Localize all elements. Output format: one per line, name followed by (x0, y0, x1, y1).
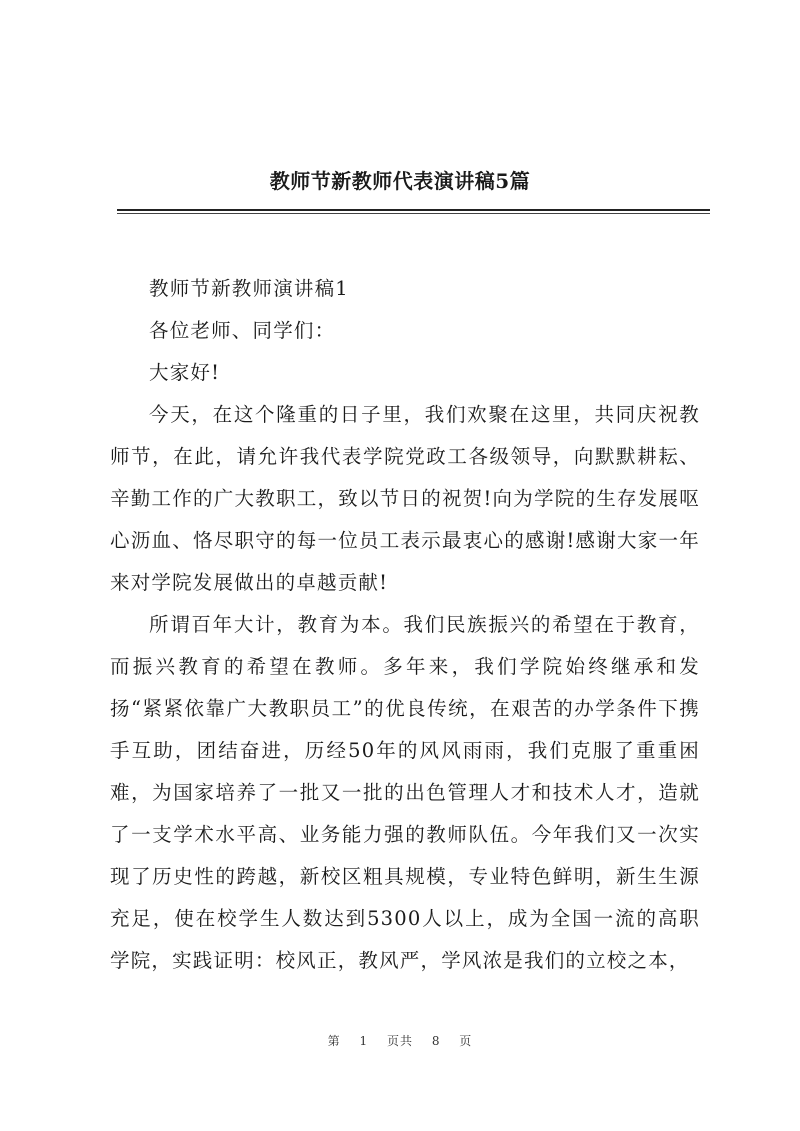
footer-label-ye: 页 (459, 1034, 473, 1048)
document-body (110, 268, 700, 982)
footer-label-ye-gong: 页共 (386, 1034, 413, 1048)
page-footer (0, 1032, 800, 1049)
footer-total-pages: 8 (431, 1034, 441, 1048)
document-title: 教师节新教师代表演讲稿5篇 (269, 169, 531, 193)
salutation: 各位老师、同学们： (149, 319, 336, 342)
title-divider-thin (117, 213, 710, 214)
speech-heading: 教师节新教师演讲稿1 (149, 277, 349, 300)
body-paragraph: 所谓百年大计，教育为本。我们民族振兴的希望在于教育，而振兴教育的希望在教师。多年来，我们学院始终继承和发扬“紧紧依靠广大教职员工”的优良传统，在艰苦的办学条件下携手互助，团结奋进，历经50年的风风雨雨，我们克服了重重困难，为国家培养了一批又一批的出色管理人才和技术人才，造就了一支学术水平高、业务能力强的教师队伍。今年我们又一次实现了历史性的跨越，新校区粗具规模，专业特色鲜明，新生生源充足，使在校学生人数达到5300人以上，成为全国一流的高职学院，实践证明：校风正，教风严，学风浓是我们的立校之本， (110, 613, 700, 972)
greeting: 大家好! (149, 361, 221, 384)
body-paragraph: 今天，在这个隆重的日子里，我们欢聚在这里，共同庆祝教师节，在此，请允许我代表学院党政工各级领导，向默默耕耘、辛勤工作的广大教职工，致以节日的祝贺!向为学院的生存发展呕心沥血、恪尽职守的每一位员工表示最衷心的感谢!感谢大家一年来对学院发展做出的卓越贡献! (110, 403, 700, 594)
footer-current-page: 1 (359, 1034, 369, 1048)
title-divider-thick (117, 209, 710, 211)
footer-label-di: 第 (327, 1034, 341, 1048)
